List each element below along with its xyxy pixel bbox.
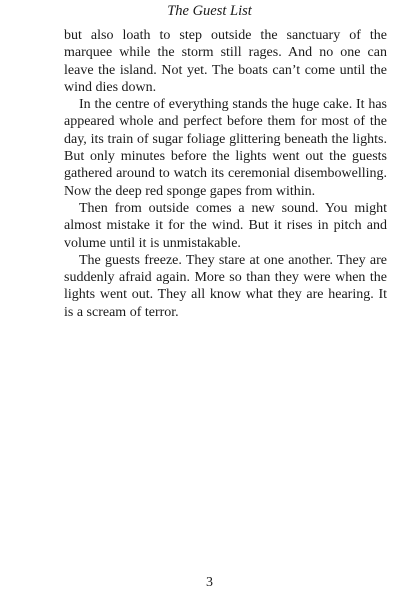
paragraph: but also loath to step outside the sanctuary of the marquee while the storm still rages. And no one can leave the island. Not yet. The boats can’t come until the wind dies down. (64, 28, 387, 95)
page-number: 3 (206, 575, 213, 590)
paragraph: Then from outside comes a new sound. You might almost mistake it for the wind. But it rises in pitch and volume until it is unmistakable. (64, 200, 387, 251)
paragraph: The guests freeze. They stare at one another. They are suddenly afraid again. More so than they were when the lights went out. They all know what they are hearing. It is a scream of terror. (64, 252, 387, 320)
paragraph: In the centre of everything stands the huge cake. It has appeared whole and perfect before them for most of the day, its train of sugar foliage glittering beneath the lights. But only minutes before the lights went out the guests gathered around to watch its ceremonial disembowelling. Now the deep red sponge gapes from within. (64, 97, 387, 199)
body-text (64, 27, 387, 321)
running-head: The Guest List (167, 3, 252, 19)
